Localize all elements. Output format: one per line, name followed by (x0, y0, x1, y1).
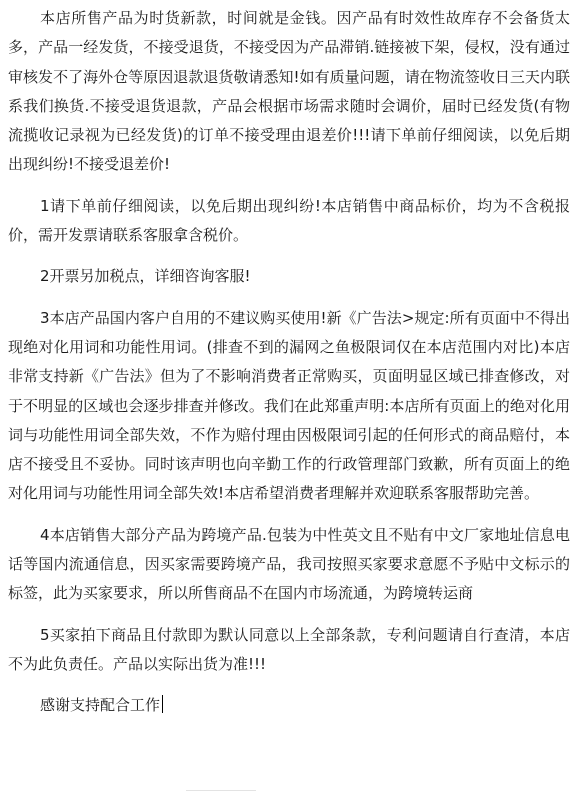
policy-item-4-paragraph: 4本店销售大部分产品为跨境产品.包装为中性英文且不贴有中文厂家地址信息电话等国内流通信息，因买家需要跨境产品，我司按照买家要求意愿不予贴中文标示的标签，此为买家要求，所以所售商品不在国内市场流通，为跨境转运商 (8, 525, 570, 603)
policy-item-1-paragraph: 1请下单前仔细阅读，以免后期出现纠纷!本店销售中商品标价，均为不含税报价，需开发票请联系客服拿含税价。 (8, 196, 570, 245)
closing-text: 感谢支持配合工作 (40, 696, 161, 715)
policy-item-2-paragraph: 2开票另加税点，详细咨询客服! (40, 267, 251, 286)
text-cursor (162, 695, 163, 713)
divider-line (186, 790, 256, 791)
policy-item-3-paragraph: 3本店产品国内客户自用的不建议购买使用!新《广告法>规定:所有页面中不得出现绝对化用词和功能性用词。(排查不到的漏网之鱼极限词仅在本店范围内对比)本店非常支持新《广告法》但为了不影响消费者正常购买，页面明显区域已排查修改，对于不明显的区域也会逐步排查并修改。我们在此郑重声明:本店所有页面上的绝对化用词与功能性用词全部失效，不作为赔付理由因极限词引起的任何形式的商品赔付，本店不接受且不妥协。同时该声明也向辛勤工作的行政管理部门致歉，所有页面上的绝对化用词与功能性用词全部失效!本店希望消费者理解并欢迎联系客服帮助完善。 (8, 308, 570, 503)
closing-line[interactable] (8, 691, 570, 720)
policy-intro-paragraph: 本店所售产品为时货新款，时间就是金钱。因产品有时效性故库存不会备货太多，产品一经发货，不接受退货，不接受因为产品滞销.链接被下架，侵权，没有通过审核发不了海外仓等原因退款退货敬请悉知!如有质量问题，请在物流签收日三天内联系我们换货.不接受退货退款，产品会根据市场需求随时会调价，届时已经发货(有物流揽收记录视为已经发货)的订单不接受理由退差价!!!请下单前仔细阅读，以免后期出现纠纷!不接受退差价! (8, 9, 570, 174)
policy-item-5-paragraph: 5买家拍下商品且付款即为默认同意以上全部条款，专利问题请自行查清，本店不为此负责任。产品以实际出货为准!!! (8, 625, 570, 673)
